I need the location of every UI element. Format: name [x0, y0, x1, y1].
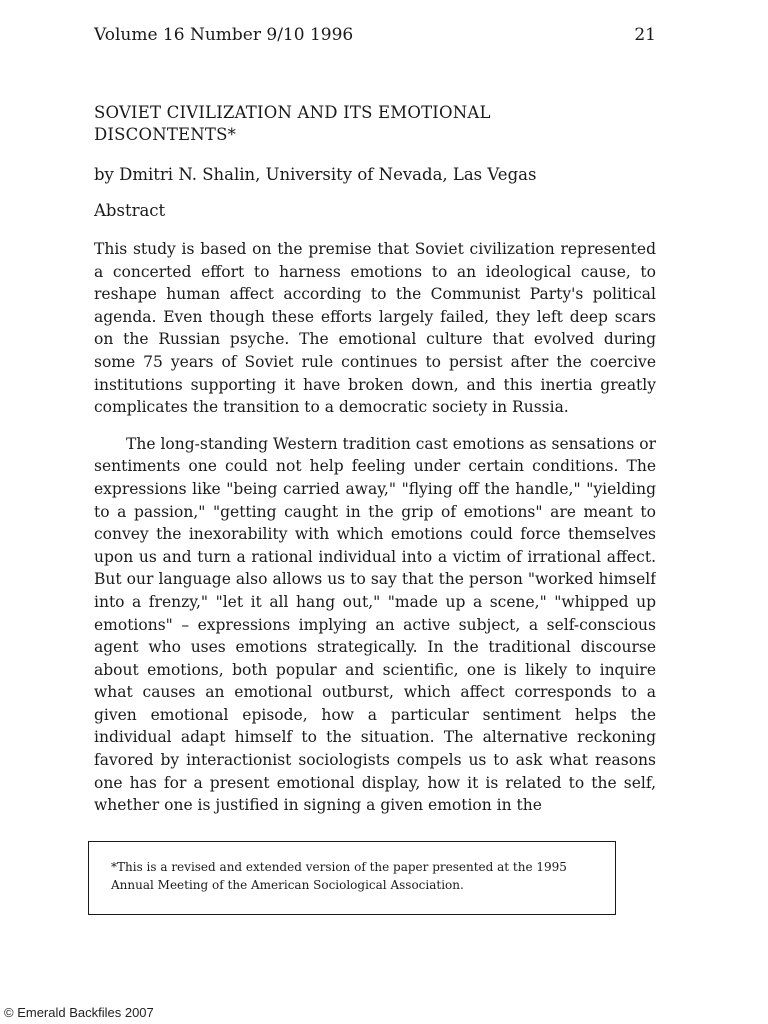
running-header	[94, 20, 656, 50]
article-title: SOVIET CIVILIZATION AND ITS EMOTIONAL DISCONTENTS*	[94, 103, 491, 144]
abstract-heading: Abstract	[94, 201, 166, 220]
journal-volume-info: Volume 16 Number 9/10 1996	[94, 25, 354, 45]
body-paragraph: The long-standing Western tradition cast emotions as sensations or sentiments one could not help feeling under certain conditions. The expressions like "being carried away," "flying off the handle," "yielding to a passion," "getting caught in the grip of emotions" are meant to convey the inexorability with which emotions could force themselves upon us and turn a rational individual into a victim of irrational affect. But our language also allows us to say that the person "worked himself into a frenzy," "let it all hang out," "made up a scene," "whipped up emotions" – expressions implying an active subject, a self-conscious agent who uses emotions strategically. In the traditional discourse about emotions, both popular and scientific, one is likely to inquire what causes an emotional outburst, which affect corresponds to a given emotional episode, how a particular sentiment helps the individual adapt himself to the situation. The alternative reckoning favored by interactionist sociologists compels us to ask what reasons one has for a present emotional display, how it is related to the self, whether one is justified in signing a given emotion in the	[94, 434, 656, 815]
abstract-text: This study is based on the premise that Soviet civilization represented a concerted effort to harness emotions to an ideological cause, to reshape human affect according to the Communist Party's political agenda. Even though these efforts largely failed, they left deep scars on the Russian psyche. The emotional culture that evolved during some 75 years of Soviet rule continues to persist after the coercive institutions supporting it have broken down, and this inertia greatly complicates the transition to a democratic society in Russia.	[94, 240, 656, 417]
footnote-box	[88, 841, 616, 915]
page-number: 21	[634, 25, 656, 45]
footnote-text: *This is a revised and extended version of the paper presented at the 1995 Annual Meeting of the American Sociological Association.	[111, 860, 567, 892]
article-page	[94, 20, 656, 817]
copyright-notice: © Emerald Backfiles 2007	[4, 1005, 154, 1020]
author-byline: by Dmitri N. Shalin, University of Nevada, Las Vegas	[94, 165, 537, 184]
